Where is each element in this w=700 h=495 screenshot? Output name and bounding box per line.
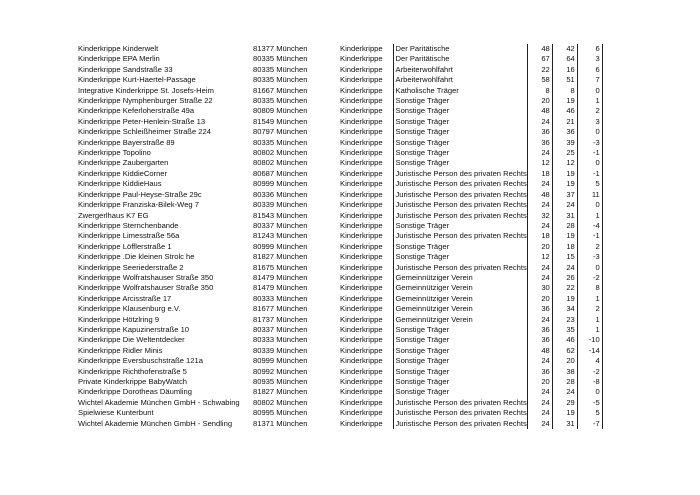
- value-a-cell: 24: [527, 263, 552, 273]
- facility-type-cell: Kinderkrippe: [340, 127, 383, 137]
- postal-city-cell: 80335 München: [253, 75, 308, 85]
- provider-cell: Sonstige Träger: [393, 138, 527, 148]
- facility-type-cell: Kinderkrippe: [340, 189, 383, 199]
- table-row: [76, 190, 602, 200]
- facility-type-cell: Kinderkrippe: [340, 304, 383, 314]
- postal-city-cell: 80992 München: [253, 366, 308, 376]
- facility-type-cell: Kinderkrippe: [340, 293, 383, 303]
- value-a-cell: 12: [527, 158, 552, 168]
- provider-cell: Gemeinnütziger Verein: [393, 283, 527, 293]
- table-row: [76, 138, 602, 148]
- value-a-cell: 24: [527, 117, 552, 127]
- value-a-cell: 22: [527, 65, 552, 75]
- facility-type-cell: Kinderkrippe: [340, 418, 383, 428]
- value-a-cell: 24: [527, 200, 552, 210]
- provider-cell: Sonstige Träger: [393, 106, 527, 116]
- difference-cell: -1: [577, 231, 602, 241]
- difference-cell: 5: [577, 179, 602, 189]
- facility-name-cell: Kinderkrippe Kapuzinerstraße 10: [78, 324, 190, 334]
- value-a-cell: 18: [527, 231, 552, 241]
- difference-cell: 4: [577, 356, 602, 366]
- provider-cell: Sonstige Träger: [393, 387, 527, 397]
- postal-city-cell: 80999 München: [253, 356, 308, 366]
- facility-type-cell: Kinderkrippe: [340, 179, 383, 189]
- table-row: [76, 106, 602, 116]
- provider-cell: Gemeinnütziger Verein: [393, 304, 527, 314]
- value-a-cell: 67: [527, 54, 552, 64]
- difference-cell: 0: [577, 127, 602, 137]
- value-b-cell: 22: [552, 283, 577, 293]
- provider-cell: Sonstige Träger: [393, 127, 527, 137]
- table-row: [76, 96, 602, 106]
- postal-city-cell: 81549 München: [253, 116, 308, 126]
- table-row: [76, 325, 602, 335]
- value-b-cell: 21: [552, 117, 577, 127]
- postal-city-cell: 81737 München: [253, 314, 308, 324]
- value-b-cell: 20: [552, 356, 577, 366]
- spreadsheet-page: [76, 44, 603, 429]
- facility-type-cell: Kinderkrippe: [340, 137, 383, 147]
- value-a-cell: 24: [527, 419, 552, 429]
- value-b-cell: 51: [552, 75, 577, 85]
- provider-cell: Sonstige Träger: [393, 117, 527, 127]
- postal-city-cell: 80336 München: [253, 189, 308, 199]
- postal-city-cell: 81827 München: [253, 387, 308, 397]
- difference-cell: 2: [577, 304, 602, 314]
- table-row: [76, 148, 602, 158]
- value-a-cell: 24: [527, 387, 552, 397]
- table-row: [76, 419, 602, 429]
- value-a-cell: 24: [527, 315, 552, 325]
- provider-cell: Juristische Person des privaten Rechts: [393, 231, 527, 241]
- facility-type-cell: Kinderkrippe: [340, 85, 383, 95]
- facility-name-cell: Kinderkrippe .Die kleinen Strolc he: [78, 252, 195, 262]
- facility-type-cell: Kinderkrippe: [340, 387, 383, 397]
- difference-cell: -4: [577, 221, 602, 231]
- table-row: [76, 304, 602, 314]
- facility-name-cell: Kinderkrippe Sandstraße 33: [78, 64, 173, 74]
- difference-cell: 0: [577, 387, 602, 397]
- value-b-cell: 26: [552, 273, 577, 283]
- difference-cell: -5: [577, 398, 602, 408]
- facility-name-cell: Kinderkrippe Limesstraße 56a: [78, 231, 180, 241]
- table-row: [76, 75, 602, 85]
- facility-name-cell: Wichtel Akademie München GmbH - Sendling: [78, 418, 233, 428]
- table-row: [76, 200, 602, 210]
- facility-type-cell: Kinderkrippe: [340, 314, 383, 324]
- difference-cell: 0: [577, 200, 602, 210]
- facility-name-cell: Kinderkrippe Seeriederstraße 2: [78, 262, 184, 272]
- value-a-cell: 30: [527, 283, 552, 293]
- provider-cell: Juristische Person des privaten Rechts: [393, 211, 527, 221]
- table-row: [76, 294, 602, 304]
- difference-cell: -8: [577, 377, 602, 387]
- postal-city-cell: 80335 München: [253, 64, 308, 74]
- value-a-cell: 36: [527, 138, 552, 148]
- facility-type-cell: Kinderkrippe: [340, 158, 383, 168]
- facility-name-cell: Kinderkrippe Nymphenburger Straße 22: [78, 96, 213, 106]
- facility-type-cell: Kinderkrippe: [340, 116, 383, 126]
- value-a-cell: 24: [527, 179, 552, 189]
- table-row: [76, 273, 602, 283]
- difference-cell: -14: [577, 346, 602, 356]
- postal-city-cell: 80995 München: [253, 408, 308, 418]
- postal-city-cell: 81543 München: [253, 210, 308, 220]
- difference-cell: -3: [577, 138, 602, 148]
- postal-city-cell: 80335 München: [253, 137, 308, 147]
- facility-name-cell: Integrative Kinderkrippe St. Josefs-Heim: [78, 85, 214, 95]
- value-a-cell: 12: [527, 252, 552, 262]
- facility-name-cell: Kinderkrippe Die Weltentdecker: [78, 335, 185, 345]
- provider-cell: Der Paritätische: [393, 54, 527, 64]
- table-row: [76, 65, 602, 75]
- value-b-cell: 46: [552, 106, 577, 116]
- facility-name-cell: Kinderkrippe Zaubergarten: [78, 158, 169, 168]
- facility-type-cell: Kinderkrippe: [340, 106, 383, 116]
- value-b-cell: 16: [552, 65, 577, 75]
- value-b-cell: 19: [552, 96, 577, 106]
- difference-cell: 2: [577, 242, 602, 252]
- value-b-cell: 28: [552, 377, 577, 387]
- postal-city-cell: 80999 München: [253, 241, 308, 251]
- table-row: [76, 211, 602, 221]
- facility-name-cell: Kinderkrippe KiddieHaus: [78, 179, 162, 189]
- value-a-cell: 8: [527, 86, 552, 96]
- table-row: [76, 346, 602, 356]
- difference-cell: 1: [577, 96, 602, 106]
- postal-city-cell: 80999 München: [253, 179, 308, 189]
- difference-cell: 0: [577, 263, 602, 273]
- value-a-cell: 20: [527, 242, 552, 252]
- value-b-cell: 24: [552, 200, 577, 210]
- difference-cell: -1: [577, 169, 602, 179]
- value-a-cell: 24: [527, 408, 552, 418]
- facility-type-cell: Kinderkrippe: [340, 345, 383, 355]
- table-row: [76, 315, 602, 325]
- table-row: [76, 335, 602, 345]
- facility-name-cell: Kinderkrippe KiddieCorner: [78, 168, 168, 178]
- value-b-cell: 37: [552, 190, 577, 200]
- provider-cell: Juristische Person des privaten Rechts: [393, 419, 527, 429]
- provider-cell: Der Paritätische: [393, 44, 527, 54]
- difference-cell: 5: [577, 408, 602, 418]
- facility-type-cell: Kinderkrippe: [340, 397, 383, 407]
- value-b-cell: 31: [552, 419, 577, 429]
- facility-name-cell: Kinderkrippe Wolfratshauser Straße 350: [78, 283, 214, 293]
- postal-city-cell: 80339 München: [253, 345, 308, 355]
- facility-type-cell: Kinderkrippe: [340, 54, 383, 64]
- provider-cell: Sonstige Träger: [393, 221, 527, 231]
- postal-city-cell: 81667 München: [253, 85, 308, 95]
- facility-type-cell: Kinderkrippe: [340, 148, 383, 158]
- provider-cell: Sonstige Träger: [393, 356, 527, 366]
- postal-city-cell: 80337 München: [253, 220, 308, 230]
- value-a-cell: 36: [527, 367, 552, 377]
- difference-cell: 3: [577, 54, 602, 64]
- value-b-cell: 19: [552, 294, 577, 304]
- value-b-cell: 23: [552, 315, 577, 325]
- provider-cell: Sonstige Träger: [393, 377, 527, 387]
- provider-cell: Arbeiterwohlfahrt: [393, 65, 527, 75]
- value-b-cell: 29: [552, 398, 577, 408]
- postal-city-cell: 81677 München: [253, 304, 308, 314]
- table-row: [76, 86, 602, 96]
- facility-name-cell: Kinderkrippe Sternchenbande: [78, 220, 179, 230]
- table-row: [76, 242, 602, 252]
- value-b-cell: 31: [552, 211, 577, 221]
- difference-cell: 11: [577, 190, 602, 200]
- table-row: [76, 252, 602, 262]
- value-b-cell: 46: [552, 335, 577, 345]
- data-table: [76, 44, 603, 429]
- provider-cell: Sonstige Träger: [393, 158, 527, 168]
- facility-type-cell: Kinderkrippe: [340, 283, 383, 293]
- postal-city-cell: 81675 München: [253, 262, 308, 272]
- value-b-cell: 24: [552, 263, 577, 273]
- value-b-cell: 36: [552, 127, 577, 137]
- difference-cell: -1: [577, 148, 602, 158]
- value-b-cell: 19: [552, 408, 577, 418]
- value-a-cell: 48: [527, 190, 552, 200]
- value-b-cell: 19: [552, 169, 577, 179]
- provider-cell: Sonstige Träger: [393, 96, 527, 106]
- facility-type-cell: Kinderkrippe: [340, 408, 383, 418]
- provider-cell: Katholische Träger: [393, 86, 527, 96]
- postal-city-cell: 80335 München: [253, 96, 308, 106]
- facility-type-cell: Kinderkrippe: [340, 96, 383, 106]
- facility-name-cell: Kinderkrippe Wolfratshauser Straße 350: [78, 272, 214, 282]
- table-row: [76, 179, 602, 189]
- value-b-cell: 12: [552, 158, 577, 168]
- difference-cell: 0: [577, 158, 602, 168]
- value-b-cell: 8: [552, 86, 577, 96]
- difference-cell: 1: [577, 315, 602, 325]
- facility-name-cell: Spielwiese Kunterbunt: [78, 408, 154, 418]
- table-row: [76, 158, 602, 168]
- difference-cell: 0: [577, 86, 602, 96]
- facility-name-cell: Kinderkrippe Paul-Heyse-Straße 29c: [78, 189, 202, 199]
- provider-cell: Juristische Person des privaten Rechts: [393, 200, 527, 210]
- facility-type-cell: Kinderkrippe: [340, 262, 383, 272]
- difference-cell: 3: [577, 117, 602, 127]
- table-row: [76, 387, 602, 397]
- value-a-cell: 36: [527, 325, 552, 335]
- value-b-cell: 24: [552, 387, 577, 397]
- value-a-cell: 32: [527, 211, 552, 221]
- facility-type-cell: Kinderkrippe: [340, 377, 383, 386]
- value-b-cell: 62: [552, 346, 577, 356]
- provider-cell: Sonstige Träger: [393, 252, 527, 262]
- value-a-cell: 48: [527, 106, 552, 116]
- table-row: [76, 377, 602, 387]
- provider-cell: Arbeiterwohlfahrt: [393, 75, 527, 85]
- difference-cell: -2: [577, 273, 602, 283]
- facility-type-cell: Kinderkrippe: [340, 220, 383, 230]
- value-a-cell: 24: [527, 398, 552, 408]
- value-a-cell: 36: [527, 304, 552, 314]
- provider-cell: Juristische Person des privaten Rechts: [393, 408, 527, 418]
- provider-cell: Gemeinnütziger Verein: [393, 315, 527, 325]
- facility-type-cell: Kinderkrippe: [340, 252, 383, 262]
- facility-name-cell: Wichtel Akademie München GmbH - Schwabing: [78, 397, 240, 407]
- facility-type-cell: Kinderkrippe: [340, 324, 383, 334]
- facility-type-cell: Kinderkrippe: [340, 366, 383, 376]
- facility-name-cell: Kinderkrippe Peter-Henlein-Straße 13: [78, 116, 206, 126]
- postal-city-cell: 81479 München: [253, 272, 308, 282]
- value-b-cell: 15: [552, 252, 577, 262]
- table-row: [76, 169, 602, 179]
- facility-type-cell: Kinderkrippe: [340, 272, 383, 282]
- facility-name-cell: Kinderkrippe Arcisstraße 17: [78, 293, 172, 303]
- facility-name-cell: Kinderkrippe Keferloherstraße 49a: [78, 106, 195, 116]
- difference-cell: 1: [577, 325, 602, 335]
- postal-city-cell: 80802 München: [253, 158, 308, 168]
- value-b-cell: 35: [552, 325, 577, 335]
- facility-name-cell: Zwergerlhaus K7 EG: [78, 210, 149, 220]
- postal-city-cell: 80797 München: [253, 127, 308, 137]
- table-row: [76, 127, 602, 137]
- value-a-cell: 36: [527, 127, 552, 137]
- table-row: [76, 231, 602, 241]
- postal-city-cell: 80687 München: [253, 168, 308, 178]
- facility-name-cell: Kinderkrippe Hötzlring 9: [78, 314, 160, 324]
- value-a-cell: 20: [527, 294, 552, 304]
- value-a-cell: 18: [527, 169, 552, 179]
- facility-name-cell: Kinderkrippe Richthofenstraße 5: [78, 366, 187, 376]
- facility-type-cell: Kinderkrippe: [340, 44, 383, 53]
- value-a-cell: 48: [527, 346, 552, 356]
- value-a-cell: 36: [527, 335, 552, 345]
- postal-city-cell: 80335 München: [253, 54, 308, 64]
- facility-name-cell: Kinderkrippe Eversbuschstraße 121a: [78, 356, 203, 366]
- provider-cell: Juristische Person des privaten Rechts: [393, 398, 527, 408]
- facility-type-cell: Kinderkrippe: [340, 64, 383, 74]
- postal-city-cell: 80337 München: [253, 324, 308, 334]
- value-b-cell: 19: [552, 231, 577, 241]
- difference-cell: 6: [577, 44, 602, 54]
- table-row: [76, 367, 602, 377]
- value-b-cell: 42: [552, 44, 577, 54]
- facility-name-cell: Kinderkrippe Bayerstraße 89: [78, 137, 175, 147]
- facility-type-cell: Kinderkrippe: [340, 335, 383, 345]
- table-row: [76, 221, 602, 231]
- difference-cell: 7: [577, 75, 602, 85]
- value-a-cell: 58: [527, 75, 552, 85]
- facility-type-cell: Kinderkrippe: [340, 356, 383, 366]
- facility-name-cell: Kinderkrippe EPA Merlin: [78, 54, 160, 64]
- postal-city-cell: 80935 München: [253, 377, 308, 386]
- facility-name-cell: Kinderkrippe Topolino: [78, 148, 151, 158]
- value-a-cell: 24: [527, 273, 552, 283]
- table-row: [76, 54, 602, 64]
- difference-cell: -2: [577, 367, 602, 377]
- postal-city-cell: 80339 München: [253, 200, 308, 210]
- provider-cell: Juristische Person des privaten Rechts: [393, 263, 527, 273]
- facility-name-cell: Kinderkrippe Löfflerstraße 1: [78, 241, 172, 251]
- provider-cell: Gemeinnütziger Verein: [393, 273, 527, 283]
- difference-cell: 6: [577, 65, 602, 75]
- difference-cell: 8: [577, 283, 602, 293]
- provider-cell: Sonstige Träger: [393, 325, 527, 335]
- postal-city-cell: 80802 München: [253, 148, 308, 158]
- value-b-cell: 25: [552, 148, 577, 158]
- postal-city-cell: 80333 München: [253, 335, 308, 345]
- table-row: [76, 117, 602, 127]
- postal-city-cell: 81479 München: [253, 283, 308, 293]
- provider-cell: Gemeinnütziger Verein: [393, 294, 527, 304]
- postal-city-cell: 80809 München: [253, 106, 308, 116]
- provider-cell: Sonstige Träger: [393, 346, 527, 356]
- facility-type-cell: Kinderkrippe: [340, 241, 383, 251]
- postal-city-cell: 80802 München: [253, 397, 308, 407]
- table-row: [76, 408, 602, 418]
- difference-cell: -10: [577, 335, 602, 345]
- difference-cell: -7: [577, 419, 602, 429]
- facility-type-cell: Kinderkrippe: [340, 210, 383, 220]
- facility-name-cell: Kinderkrippe Schleißheimer Straße 224: [78, 127, 211, 137]
- facility-name-cell: Kinderkrippe Dorotheas Däumling: [78, 387, 192, 397]
- provider-cell: Sonstige Träger: [393, 242, 527, 252]
- facility-name-cell: Kinderkrippe Kinderwelt: [78, 44, 159, 53]
- value-b-cell: 34: [552, 304, 577, 314]
- postal-city-cell: 80333 München: [253, 293, 308, 303]
- value-a-cell: 20: [527, 96, 552, 106]
- facility-name-cell: Kinderkrippe Klausenburg e.V.: [78, 304, 181, 314]
- table-row: [76, 263, 602, 273]
- value-b-cell: 18: [552, 242, 577, 252]
- facility-type-cell: Kinderkrippe: [340, 200, 383, 210]
- value-b-cell: 39: [552, 138, 577, 148]
- postal-city-cell: 81377 München: [253, 44, 308, 53]
- postal-city-cell: 81371 München: [253, 418, 308, 428]
- value-b-cell: 38: [552, 367, 577, 377]
- value-a-cell: 24: [527, 148, 552, 158]
- table-row: [76, 283, 602, 293]
- facility-type-cell: Kinderkrippe: [340, 231, 383, 241]
- table-row: [76, 356, 602, 366]
- value-b-cell: 64: [552, 54, 577, 64]
- facility-name-cell: Kinderkrippe Franziska-Bilek-Weg 7: [78, 200, 199, 210]
- value-b-cell: 19: [552, 179, 577, 189]
- provider-cell: Juristische Person des privaten Rechts: [393, 169, 527, 179]
- table-body: [76, 44, 602, 429]
- facility-type-cell: Kinderkrippe: [340, 75, 383, 85]
- value-a-cell: 24: [527, 221, 552, 231]
- provider-cell: Sonstige Träger: [393, 335, 527, 345]
- provider-cell: Juristische Person des privaten Rechts: [393, 179, 527, 189]
- difference-cell: 1: [577, 294, 602, 304]
- value-a-cell: 24: [527, 356, 552, 366]
- value-a-cell: 20: [527, 377, 552, 387]
- provider-cell: Juristische Person des privaten Rechts: [393, 190, 527, 200]
- facility-name-cell: Private Kinderkrippe BabyWatch: [78, 377, 188, 386]
- table-row: [76, 398, 602, 408]
- difference-cell: 1: [577, 211, 602, 221]
- postal-city-cell: 81243 München: [253, 231, 308, 241]
- facility-type-cell: Kinderkrippe: [340, 168, 383, 178]
- difference-cell: 2: [577, 106, 602, 116]
- value-b-cell: 28: [552, 221, 577, 231]
- provider-cell: Sonstige Träger: [393, 148, 527, 158]
- difference-cell: -3: [577, 252, 602, 262]
- value-a-cell: 48: [527, 44, 552, 54]
- facility-name-cell: Kinderkrippe Ridler Minis: [78, 345, 163, 355]
- provider-cell: Sonstige Träger: [393, 367, 527, 377]
- postal-city-cell: 81827 München: [253, 252, 308, 262]
- facility-name-cell: Kinderkrippe Kurt-Haertel-Passage: [78, 75, 196, 85]
- table-row: [76, 44, 602, 54]
